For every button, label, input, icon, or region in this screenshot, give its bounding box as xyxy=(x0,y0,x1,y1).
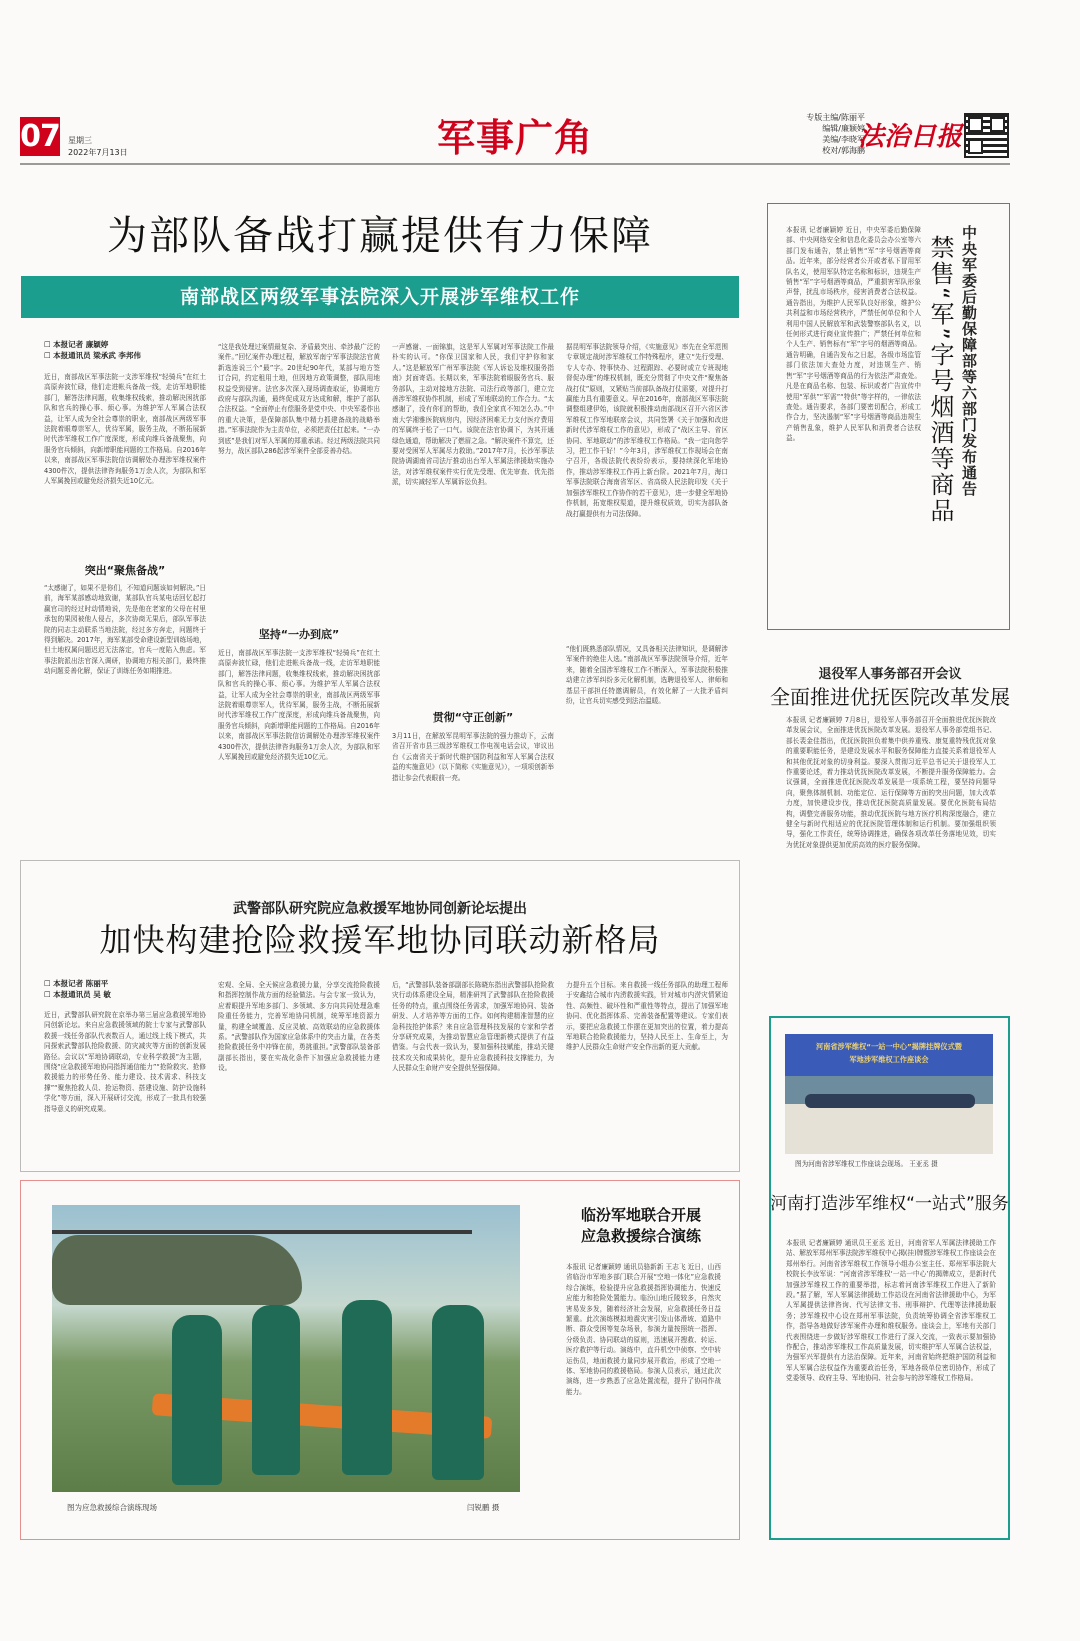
editor-credits: 专版主编/陈丽平 编辑/廉颖婷 美编/李晓军 校对/郭海鹏 xyxy=(806,113,865,155)
article-body-col4: 力提升五个目标。来自救援一线任务部队的助理工程师于安鑫结合城市内涝救援实践，针对城市内涝灾情紧迫性、高频性、破坏性和严重性等特点，提出了加强军地协同、优化指挥体系、完善装备配置等建议。专家们表示，要把应急救援工作摆在更加突出的位置，着力提高军地联合抢险救援能力，坚持人民至上、生命至上，为维护人民群众生命财产安全作出新的更大贡献。 xyxy=(566,981,728,1052)
weekday: 星期三 xyxy=(68,136,92,145)
photo-banner-text: 河南省涉军维权“一站一中心”揭牌挂牌仪式暨 军地涉军维权工作座谈会 xyxy=(815,1042,962,1064)
vertical-headline: 禁售“军”字号烟酒等商品 xyxy=(926,235,954,524)
article-headline: 河南打造涉军维权“一站式”服务 xyxy=(770,1194,1009,1214)
section-title: 军事广角 xyxy=(436,116,593,160)
section-heading: 坚持“一办到底” xyxy=(258,628,340,641)
page-number: 07 xyxy=(20,119,60,154)
news-photo xyxy=(52,1205,520,1492)
article-body-col2: 宏观、全局、全天候应急救援力量，分享交流抢险救援和指挥控制作战方面的经验做法。与会专家一致认为，应着眼提升军地多部门、多领域、多方向共同处理急难险重任务能力，完善军地协同机制，统筹军地资源力量，构建全域覆盖、反应灵敏、高效联动的应急救援体系。“武警部队作为国家应急体系中的突击力量，在各类抢险救援任务中冲锋在前，勇挑重担。”武警部队装备部副部长指出，要在实战化条件下加强应急救援能力建设。 xyxy=(218,981,380,1073)
article-body-col3b: 3月11日，在解放军昆明军事法院的强力推动下，云南省召开省市县三级涉军维权工作电视电话会议，审议出台《云南省关于新时代维护国防利益和军人军属合法权益的实施意见》（以下简称《实施意见》），一项项创新举措让参会代表眼前一亮。 xyxy=(392,732,554,782)
byline: ☐ 本报记者 廉颖婷 ☐ 本报通讯员 梁承武 李邦伟 xyxy=(44,340,141,360)
article-body-col3: 一声感谢、一面锦旗，这是军人军属对军事法院工作最朴实的认可。“你保卫国家和人民，我们守护你和家人。”这是解放军广州军事法院《军人诉讼及维权服务指南》封面寄语。长期以来，军事法院着眼服务官兵、服务部队，主动对接地方法院、司法行政等部门，建立完善涉军维权协作机制，形成了军地联动的工作合力。“太感谢了，没有你们的帮助，我们全家真不知怎么办。”中南大学湘雅医院病房内，因经济困难无力支付医疗费用的军属终于松了一口气。该院在法官协调下，为其开通绿色通道，帮助解决了燃眉之急。“解决案件不算完，还要对受困军人军属尽力救助。”2017年7月，长沙军事法院协调湖南省司法厅推动出台军人军属法律援助实施办法，对涉军维权案件实行优先受理、优先审查、优先指派，切实减轻军人军属诉讼负担。 xyxy=(392,343,554,487)
article-body-col1: 近日，南部战区军事法院一支涉军维权“轻骑兵”在红土高原奔波忙碌，他们走进帐兵备战一线，走访军地职能部门，解答法律问题，收集维权线索，推动解决困扰部队和官兵的操心事、烦心事。为维护军人军属合法权益，让军人成为全社会尊崇的职业，南部战区两级军事法院着眼尊崇军人，优待军属，服务主战，不断拓展新时代涉军维权工作广度深度，形成向维兵备战聚焦，向服务官兵倾斜，向新增职能问题的工作格局。自2016年以来，南部战区军事法院信访调解处办理涉军维权案件4300件次，提供法律咨询服务1万余人次，为部队和军人军属挽回或避免经济损失近10亿元。 xyxy=(44,373,206,486)
vertical-kicker: 中央军委后勤保障部等六部门发布通告 xyxy=(960,225,978,497)
event-photo xyxy=(785,1034,993,1154)
article-body-col3: 后，“武警部队装备部副部长陈晓东指出武警部队抢险救灾行动体系建设全局，精准研判了武警部队在抢险救援任务的特点，重点围绕任务需求，加强军地协同、装备研发、人才培养等方面的工作。如何构建精准智慧的应急科技抢护体系？来自应急管理科技发展的专家和学者分享研究成果，为推动智慧应急管理新模式提供了有益借鉴。与会代表一致认为，要加强科技赋能，推动关键技术攻关和成果转化，提升应急救援科技支撑能力，为人民群众生命财产安全提供坚强保障。 xyxy=(392,981,554,1073)
photo-credit: 闫锐鹏 摄 xyxy=(467,1503,500,1512)
article-title: 加快构建抢险救援军地协同联动新格局 xyxy=(99,921,661,959)
article-body: 本报讯 记者廉颖婷 7月8日，退役军人事务部召开全面推进优抚医院改革发展会议，全面推进优抚医院改革发展。退役军人事务部党组书记、部长裴金佳指出，优抚医院担负着集中供养重残、康复重特残优抚对象的重要职能任务，是建设发展水平和服务保障能力直接关系着退役军人和其他优抚对象的切身利益。要深入贯彻习近平总书记关于退役军人工作重要论述，着力推动优抚医院改革发展，不断提升服务保障能力。会议强调，全面推进优抚医院改革发展是一项系统工程，要坚持问题导向，聚焦体制机制、功能定位、运行保障等方面的突出问题，加大改革力度，加快建设步伐，推动优抚医院高质量发展。要优化医院布局结构，调整完善服务功能，推动优抚医院与地方医疗机构深度融合，建立健全与新时代相适应的优抚医院管理体制和运行机制。要加强组织领导，强化工作责任，统筹协调推进，确保各项改革任务落地见效，切实为优抚对象提供更加优质高效的医疗服务保障。 xyxy=(786,716,996,849)
article-headline: 临汾军地联合开展 应急救援综合演练 xyxy=(580,1206,701,1245)
section-heading: 突出“聚焦备战” xyxy=(84,564,166,577)
header-rule xyxy=(20,163,1010,165)
article-body-col4: 据昆明军事法院领导介绍，《实施意见》率先在全军范围专章规定战时涉军维权工作特殊程序，建立“先行受理、专人专办、特事快办、过程跟踪、必要时或立专班现地督促办理”的维权机制，既充分贯彻了中央文件“聚焦备战打仗”原则，又紧贴当前部队备战打仗需要，对提升打赢能力具有重要意义。早在2016年，南部战区军事法院调整组建伊始，该院就积极推动南部战区召开六省区涉军维权工作军地联席会议，共同签署《关于加强和改进新时代涉军维权工作的意见》，形成了“战区主导、省区协同、军地联动”的涉军维权工作格局。“我一定向您学习，把工作干好！”今年3月，涉军维权工作现场会在南宁召开，各级法院代表纷纷表示，要持续深化军地协作，推动涉军维权工作再上新台阶。2021年7月，海口军事法院联合海南省军区、省高级人民法院印发《关于加强涉军维权工作协作的若干意见》，进一步健全军地协作机制，拓宽维权渠道，提升维权质效，切实为部队备战打赢提供有力司法保障。 xyxy=(566,343,728,518)
section-heading: 贯彻“守正创新” xyxy=(432,711,514,724)
article-body: 本报讯 记者廉颖婷 近日，中央军委后勤保障部、中央网络安全和信息化委员会办公室等六部门发布通告，禁止销售“军”字号烟酒等商品。近年来，部分经营者公开或者私下冒用军队名义，使用军队特定名称和标识，违规生产销售“军”字号烟酒等商品，严重损害军队形象声誉，扰乱市场秩序，侵害消费者合法权益。通告指出，为维护人民军队良好形象，维护公共利益和市场经营秩序，严禁任何单位和个人利用中国人民解放军和武装警察部队名义，以任何形式进行商业宣传推广；严禁任何单位和个人生产、销售标有“军”字号的烟酒等商品。通告明确，自通告发布之日起，各级市场监管部门依法加大查处力度，对违规生产、销售“军”字号烟酒等商品的行为依法严肃查处。凡是在商品名称、包装、标识或者广告宣传中使用“军供”“军需”“特供”等字样的，一律依法查处。通告要求，各部门要密切配合，形成工作合力，坚决遏制“军”字号烟酒等商品违规生产销售乱象，维护人民军队和消费者合法权益。 xyxy=(786,226,921,443)
article-subtitle: 南部战区两级军事法院深入开展涉军维权工作 xyxy=(179,286,580,308)
article-body-col4b: “他们既熟悉部队情况，又具备相关法律知识，是调解涉军案件的绝佳人选。”南部战区军事法院领导介绍，近年来，随着全国涉军维权工作不断深入，军事法院积极推动建立涉军纠纷多元化解机制，选聘退役军人、律师和基层干部担任特邀调解员，有效化解了一大批矛盾纠纷，让官兵切实感受到法治温暖。 xyxy=(566,645,728,706)
article-body-col2: “这是我处理过案情最复杂、矛盾最突出、牵涉最广泛的案件。”回忆案件办理过程，解放军南宁军事法院法官黄新选连说三个“最”字。20世纪90年代，某部与地方签订合同，约定租用土地，但因地方政策调整，部队用地权益受到侵害。法官多次深入现场调查取证，协调地方政府与部队沟通，最终促成双方达成和解，维护了部队合法权益。“全面停止有偿服务是党中央、中央军委作出的重大决策，是保障部队集中精力抓建备战的战略举措。”军事法院作为主责单位，必须把责任扛起来。“一办到底”是我们对军人军属的郑重承诺。经过两级法院共同努力，战区部队286起涉军案件全部妥善办结。 xyxy=(218,343,380,456)
photo-caption: 图为应急救援综合演练现场 xyxy=(67,1503,157,1512)
article-body-col2b: 近日，南部战区军事法院一支涉军维权“轻骑兵”在红土高原奔波忙碌，他们走进帐兵备战一线，走访军地职能部门，解答法律问题，收集维权线索，推动解决困扰部队和官兵的操心事、烦心事。为维护军人军属合法权益，让军人成为全社会尊崇的职业，南部战区两级军事法院着眼尊崇军人，优待军属，服务主战，不断拓展新时代涉军维权工作广度深度，形成向维兵备战聚焦，向服务官兵倾斜，向新增职能问题的工作格局。自2016年以来，南部战区军事法院信访调解处办理涉军维权案件4300件次，提供法律咨询服务1万余人次，为部队和军人军属挽回或避免经济损失近10亿元。 xyxy=(218,649,380,762)
article-body-col1: 近日，武警部队研究院在京举办第三届应急救援军地协同创新论坛。来自应急救援领域的院士专家与武警部队救援一线任务部队代表数百人，通过线上线下模式，共同探索武警部队抢险救援、防灾减灾等方面的创新发展路径。会议以“军地协调联动，专业科学救援”为主题，围绕“应急救援军地协同指挥通信能力”“抢险救灾、抢修救援能力的形势任务、能力建设、技术需求、科技支撑”“聚焦抢救人员、抢运物资、搭建设施、防护设施科学化”等方面，深入开展研讨交流，形成了一批具有较强指导意义的研究成果。 xyxy=(44,1011,206,1113)
qr-code-icon xyxy=(964,113,1009,158)
article-kicker: 武警部队研究院应急救援军地协同创新论坛提出 xyxy=(233,901,527,917)
helicopter-icon xyxy=(52,1235,302,1305)
photo-caption: 图为河南省涉军维权工作座谈会现场。 王亚丞 摄 xyxy=(795,1160,938,1168)
article-body: 本报讯 记者廉颖婷 通讯员王亚丞 近日，河南省军人军属法律援助工作站、解放军郑州军事法院涉军维权中心揭(挂)牌暨涉军维权工作座谈会在郑州举行。河南省涉军维权工作领导小组办公室主任、郑州军事法院大校院长李汝军说：“河南省涉军维权‘一站一中心’的揭牌成立，是新时代加强涉军维权工作的重要举措，标志着河南涉军维权工作进入了新阶段。”据了解，军人军属法律援助工作站设在河南省法律援助中心，为军人军属提供法律咨询、代写法律文书、刑事辩护、代理等法律援助服务；涉军维权中心设在郑州军事法院，负责统筹协调全省涉军维权工作，指导各地做好涉军案件办理和维权服务。座谈会上，军地有关部门代表围绕进一步做好涉军维权工作进行了深入交流，一致表示要加强协作配合，推动涉军维权工作高质量发展，切实维护军人军属合法权益，为强军兴军提供有力法治保障。近年来，河南省始终把维护国防利益和军人军属合法权益作为重要政治任务，军地各级单位密切协作，形成了党委领导、政府主导、军地协同、社会参与的涉军维权工作格局。 xyxy=(786,1239,996,1383)
paper-logo: 法治日报 xyxy=(858,122,963,152)
byline: ☐ 本报记者 陈丽平 ☐ 本报通讯员 吴 敏 xyxy=(44,979,111,999)
issue-date: 2022年7月13日 xyxy=(68,148,128,157)
article-kicker: 退役军人事务部召开会议 xyxy=(818,667,962,682)
article-body-col1b: “太感谢了，如果不是你们，不知道问题该如何解决。”日前，海军某部感动地致谢，某部队官兵某电话回忆起打赢官司的经过时动情地说，先是他在老家的父母在村里承包的果园被他人侵占，多次协商无果后，部队军事法院的同志主动联系当地法院，经过多方奔走，问题终于得到解决。2017年，海军某部受命建设新型训练场地，但土地权属问题迟迟无法落定，官兵一度陷入焦虑。军事法院派出法官深入调研，协调地方相关部门，最终推动问题妥善化解，保证了训练任务如期推进。 xyxy=(44,584,206,676)
article-title: 为部队备战打赢提供有力保障 xyxy=(107,213,653,259)
article-body: 本报讯 记者廉颖婷 通讯员骆新新 王志飞 近日，山西省临汾市军地多部门联合开展“空地一体化”应急救援综合演练，检验提升应急救援指挥协调能力、快速反应能力和抢险处置能力。临汾山地丘陵较多，自然灾害易发多发，随着经济社会发展，应急救援任务日益繁重。此次演练模拟地震灾害引发山体滑坡、道路中断、群众受困等复杂场景，参演力量按照统一指挥、分级负责、协同联动的原则，迅速展开搜救、转运、医疗救护等行动。演练中，直升机空中侦察、空中转运伤员，地面救援力量同步展开救治，形成了空地一体、军地协同的救援格局。参演人员表示，通过此次演练，进一步熟悉了应急处置流程，提升了协同作战能力。 xyxy=(566,1263,721,1396)
article-headline: 全面推进优抚医院改革发展 xyxy=(770,685,1010,709)
